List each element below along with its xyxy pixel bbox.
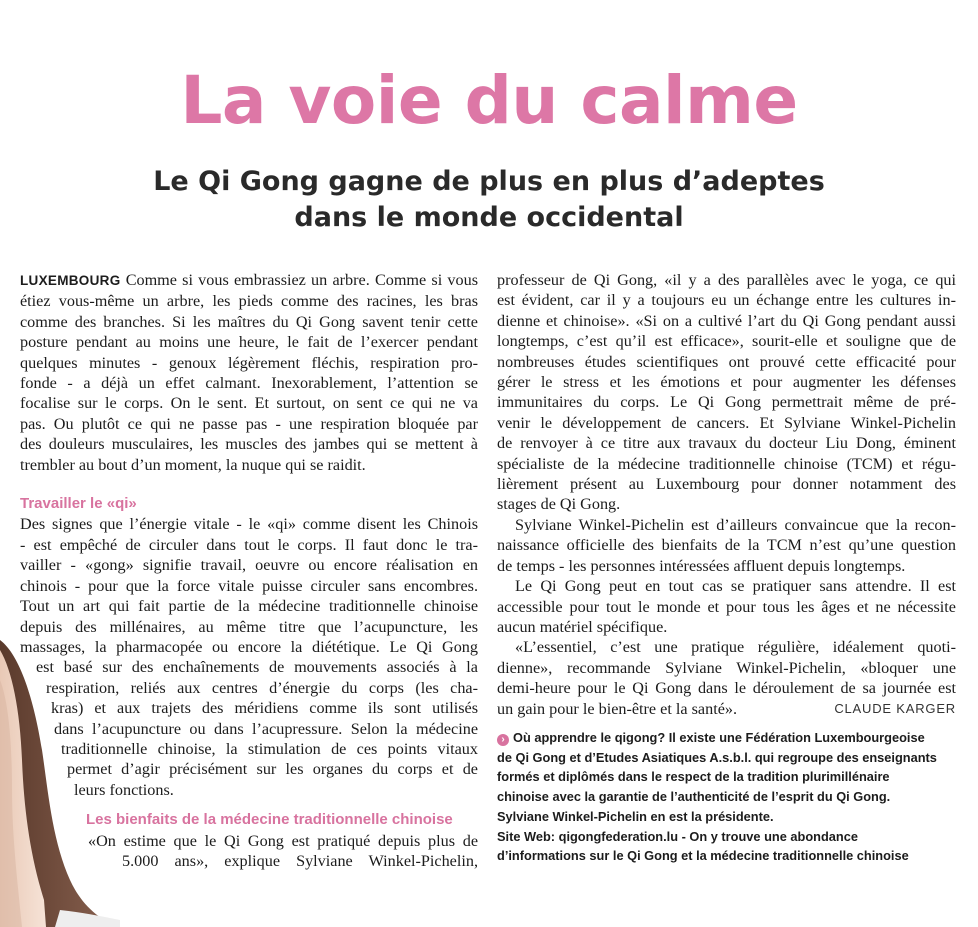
text-line: Le Qi Gong peut en tout cas se pratiquer sans attendre. Il est: [515, 577, 956, 596]
section2-paragraph: [20, 831, 478, 872]
text-line: chinois - pour que la force vitale puisse circuler sans encombres.: [20, 576, 478, 595]
text-line: Tout un art qui fait partie de la médecine traditionnelle chinoise: [20, 597, 478, 616]
right-paragraph-4: [497, 637, 956, 719]
right-paragraph-3: [497, 576, 956, 637]
subtitle-line: dans le monde occidental: [294, 202, 684, 233]
text-line: pas. Ou plutôt ce qui ne passe pas - une respiration bloquée par: [20, 414, 478, 433]
info-box: [497, 728, 962, 866]
right-paragraph-2: [497, 515, 956, 576]
text-line: gérer le stress et les émotions et pour augmenter les défenses: [497, 373, 956, 392]
text-line: un gain pour le bien-être et la santé». CLAUDE KARGER: [497, 699, 956, 718]
text-line: des douleurs musculaires, les muscles des jambes qui se mettent à: [20, 435, 478, 454]
text-line: nombreuses études scientifiques ont prouvé cette efficacité pour: [497, 352, 956, 371]
section-heading: Les bienfaits de la médecine traditionnelle chinoise: [86, 811, 453, 829]
text-line: lièrement présent au Luxembourg pour donner notamment des: [497, 475, 956, 494]
author-byline: CLAUDE KARGER: [834, 700, 956, 716]
info-line: d’informations sur le Qi Gong et la médecine traditionnelle chinoise: [497, 848, 909, 864]
text-line: 5.000 ans», explique Sylviane Winkel-Pichelin,: [122, 851, 478, 870]
column-right: [497, 270, 956, 719]
text-line: focalise sur le corps. On le sent. Et surtout, on sent ce qui ne va: [20, 394, 478, 413]
text-line: kras) et aux trajets des méridiens comme ils sont utilisés: [51, 699, 478, 718]
text-line: posture pendant au moins une heure, le fait de l’exercer pendant: [20, 333, 478, 352]
text-line: de renvoyer à ce titre aux travaux du docteur Liu Dong, éminent: [497, 434, 956, 453]
info-line: chinoise avec la garantie de l’authenticité de l’esprit du Qi Gong.: [497, 789, 891, 805]
text-line: «On estime que le Qi Gong est pratiqué depuis plus de: [88, 831, 478, 850]
text-line: trembler au bout d’un moment, la nuque qui se raidit.: [20, 455, 366, 474]
text-line: venir le développement de cancers. Et Sylviane Winkel-Pichelin: [497, 413, 956, 432]
text-line: LUXEMBOURG Comme si vous embrassiez un arbre. Comme si vous: [20, 271, 478, 289]
text-line: est basé sur des enchaînements de mouvements associés à la: [36, 658, 478, 677]
text-line: dienne», recommande Sylviane Winkel-Pichelin, «bloquer une: [497, 658, 956, 677]
text-line: stages de Qi Gong.: [497, 495, 621, 514]
text-line: - est empêché de circuler dans tout le corps. Il faut donc le tra-: [20, 535, 478, 554]
text-line: vailler - «gong» signifie travail, oeuvre ou encore réalisation en: [20, 556, 478, 575]
info-link-line: Site Web: qigongfederation.lu - On y trouve une abondance: [497, 828, 858, 844]
text-line: fonde - a déjà un effet calmant. Inexorablement, l’attention se: [20, 374, 478, 393]
info-line: Sylviane Winkel-Pichelin en est la présidente.: [497, 808, 774, 824]
section1-paragraph: [20, 514, 478, 800]
text-line: comme des branches. Si les maîtres du Qi Gong savent tenir cette: [20, 312, 478, 331]
text-line: quelques minutes - genoux légèrement fléchis, respiration pro-: [20, 353, 478, 372]
info-line: de Qi Gong et d’Etudes Asiatiques A.s.b.l. qui regroupe des enseignants: [497, 749, 937, 765]
text-line: massages, la pharmacopée ou encore la diététique. Le Qi Gong: [20, 637, 478, 656]
text-line: spécialiste de la médecine traditionnelle chinoise (TCM) et régu-: [497, 454, 956, 473]
article-title: La voie du calme: [180, 62, 798, 139]
text-line: professeur de Qi Gong, «il y a des parallèles avec le yoga, ce qui: [497, 271, 956, 289]
text-line: dans l’acupuncture ou dans l’acupressure. Selon la médecine: [54, 719, 478, 738]
right-paragraph-1: [497, 270, 956, 515]
article-subtitle: [0, 164, 978, 236]
text-line: immunitaires du corps. Le Qi Gong permettrait même de pré-: [497, 393, 956, 412]
text-line: demi-heure pour le Qi Gong dans le déroulement de sa journée est: [497, 679, 956, 698]
text-line: traditionnelle chinoise, la stimulation de ces points vitaux: [61, 739, 478, 758]
text-line: accessible pour tout le monde et pour tous les âges et ne nécessite: [497, 597, 956, 616]
text-line: est évident, car il y a toujours eu un échange entre les cultures in-: [497, 291, 956, 310]
text-line: étiez vous-même un arbre, les pieds comme des racines, les bras: [20, 292, 478, 311]
text-line: leurs fonctions.: [74, 780, 174, 799]
text-line: depuis des millénaires, au même titre que l’acupuncture, les: [20, 617, 478, 636]
info-line: › Où apprendre le qigong? Il existe une Fédération Luxembourgeoise: [497, 728, 962, 748]
dateline: LUXEMBOURG: [20, 273, 121, 288]
text-line: permet d’agir précisément sur les organes du corps et de: [67, 760, 478, 779]
info-line: formés et diplômés dans le respect de la tradition plurimillénaire: [497, 769, 890, 785]
intro-paragraph: [20, 270, 478, 475]
subtitle-line: Le Qi Gong gagne de plus en plus d’adeptes: [153, 166, 825, 197]
text-line: de temps - les personnes intéressées affluent depuis longtemps.: [497, 556, 906, 575]
text-line: «L’essentiel, c’est une pratique régulière, idéalement quoti-: [515, 638, 956, 657]
text-line: longtemps, c’est qu’il est efficace», sourit-elle et souligne que de: [497, 332, 956, 351]
section-heading: Travailler le «qi»: [20, 495, 137, 513]
text-line: dienne et chinoise». «Si on a cultivé l’art du Qi Gong pendant aussi: [497, 311, 956, 330]
text-line: aucun matériel spécifique.: [497, 617, 668, 636]
text-line: Des signes que l’énergie vitale - le «qi» comme disent les Chinois: [20, 515, 478, 534]
column-left: [20, 270, 478, 871]
text-line: Sylviane Winkel-Pichelin est d’ailleurs convaincue que la recon-: [515, 515, 956, 534]
text-line: naissance officielle des bienfaits de la TCM n’est qu’une question: [497, 536, 956, 555]
text-line: respiration, reliés aux centres d’énergie du corps (les cha-: [46, 678, 478, 697]
arrow-circle-icon: ›: [497, 734, 509, 746]
